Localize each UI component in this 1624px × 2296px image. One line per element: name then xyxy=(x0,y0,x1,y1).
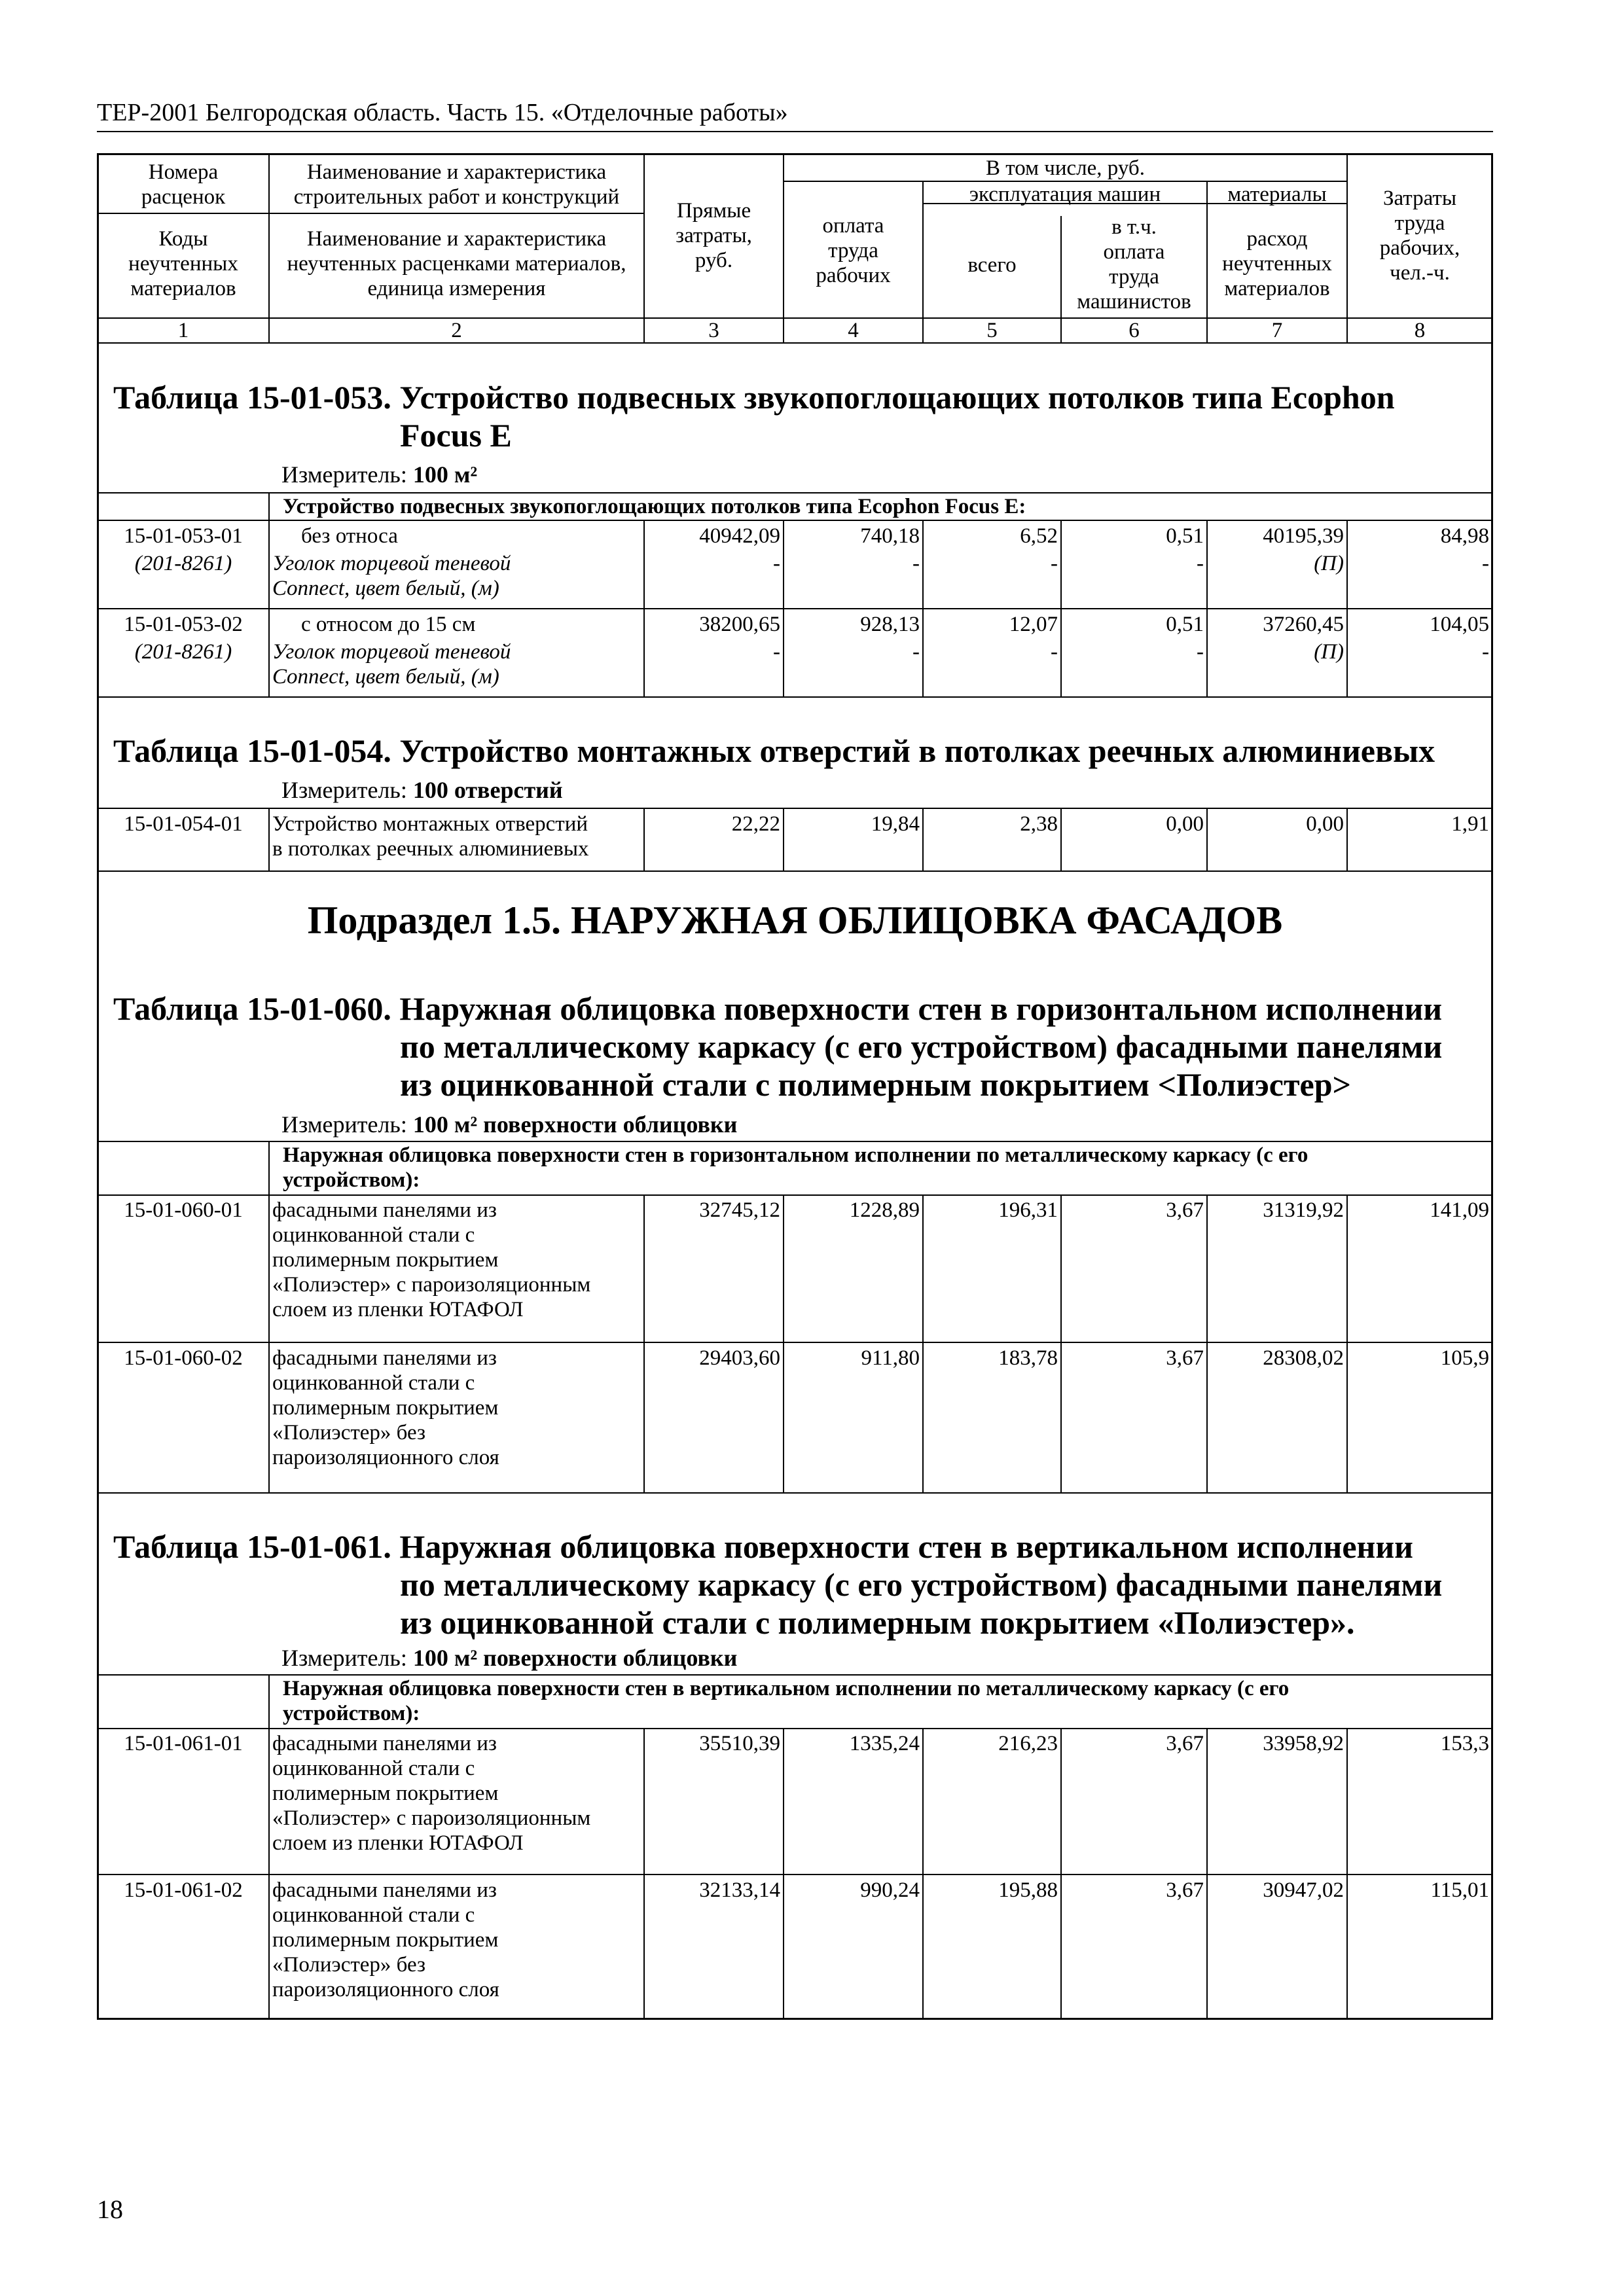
machinist-pay: 0,51 xyxy=(1166,524,1204,548)
dash: - xyxy=(1051,640,1058,664)
machine-total: 183,78 xyxy=(998,1346,1058,1370)
measure-label: Измеритель: xyxy=(281,777,407,803)
col-header-rate-number: Номера расценок xyxy=(141,160,226,209)
col-header-including: В том числе, руб. xyxy=(986,156,1145,180)
rate-code: 15-01-060-01 xyxy=(124,1198,243,1222)
col-header-materials: материалы xyxy=(1227,183,1327,206)
document-header-title: ТЕР-2001 Белгородская область. Часть 15. «Отделочные работы» xyxy=(97,99,788,126)
dash: - xyxy=(1197,640,1204,664)
row-divider xyxy=(97,696,1493,698)
table-053-title-line2: Focus E xyxy=(400,417,512,454)
direct-costs: 22,22 xyxy=(731,812,780,836)
rate-code: 15-01-060-02 xyxy=(124,1346,243,1370)
measure-value: 100 м² xyxy=(412,461,478,488)
table-053-title xyxy=(113,378,1481,454)
col-header-material-codes: Коды неучтенных материалов xyxy=(128,227,238,300)
col-divider xyxy=(643,1194,645,1492)
machine-total: 6,52 xyxy=(1020,524,1058,548)
col-number: 6 xyxy=(1128,319,1140,342)
col-divider xyxy=(1060,1194,1062,1492)
materials: 30947,02 xyxy=(1263,1878,1344,1902)
rate-name: фасадными панелями из оцинкованной стали с полимерным покрытием «Полиэстер» с пароизоляционным слоем из пленки ЮТАФОЛ xyxy=(272,1732,591,1855)
table-061-title xyxy=(113,1528,1488,1641)
row-divider xyxy=(97,1874,1493,1875)
col-header-machine-total: всего xyxy=(967,253,1017,277)
dash: - xyxy=(912,640,920,664)
row-divider xyxy=(97,492,1493,493)
col-divider xyxy=(1346,1194,1348,1492)
material-code: (201-8261) xyxy=(134,640,232,664)
col-number: 2 xyxy=(451,319,462,342)
dash: - xyxy=(773,552,780,575)
machine-total: 12,07 xyxy=(1009,613,1058,636)
materials: 31319,92 xyxy=(1263,1198,1344,1222)
col-header-labor-costs: Затраты труда рабочих, чел.-ч. xyxy=(1379,187,1460,285)
col-divider xyxy=(268,492,270,520)
material-name: Уголок торцевой теневой Connect, цвет белый, (м) xyxy=(272,640,511,689)
labor-costs: 141,09 xyxy=(1430,1198,1489,1222)
machine-total: 2,38 xyxy=(1020,812,1058,836)
table-061-group-heading: Наружная облицовка поверхности стен в вертикальном исполнении по металлическому каркасу (с его устройством): xyxy=(283,1677,1290,1725)
col-header-machinist-pay: в т.ч. оплата труда машинистов xyxy=(1077,215,1191,314)
col-number: 4 xyxy=(848,319,859,342)
materials: 37260,45 xyxy=(1263,613,1344,636)
project-mark: (П) xyxy=(1314,640,1344,664)
labor-costs: 105,9 xyxy=(1440,1346,1489,1370)
machine-total: 195,88 xyxy=(998,1878,1058,1902)
col-divider xyxy=(268,1674,270,1728)
table-060-title-line1: Таблица 15-01-060. Наружная облицовка поверхности стен в горизонтальном исполнении xyxy=(113,990,1443,1027)
material-name: Уголок торцевой теневой Connect, цвет белый, (м) xyxy=(272,552,511,600)
machine-total: 196,31 xyxy=(998,1198,1058,1222)
machine-total: 216,23 xyxy=(998,1732,1058,1755)
row-divider xyxy=(97,1141,1493,1142)
col-number: 8 xyxy=(1414,319,1426,342)
worker-pay: 1228,89 xyxy=(849,1198,920,1222)
col-header-machine-operation: эксплуатация машин xyxy=(969,183,1161,206)
table-053-title-line1: Таблица 15-01-053. Устройство подвесных звукопоглощающих потолков типа Ecophon xyxy=(113,379,1395,416)
rate-code: 15-01-054-01 xyxy=(124,812,243,836)
rate-name: фасадными панелями из оцинкованной стали с полимерным покрытием «Полиэстер» с пароизоляционным слоем из пленки ЮТАФОЛ xyxy=(272,1198,591,1321)
worker-pay: 990,24 xyxy=(860,1878,920,1902)
col-divider xyxy=(922,1194,924,1492)
rate-code: 15-01-053-01 xyxy=(124,524,243,548)
rate-name: без относа xyxy=(301,524,398,548)
col-header-material-name: Наименование и характеристика неучтенных расценками материалов, единица измерения xyxy=(287,227,626,300)
worker-pay: 928,13 xyxy=(860,613,920,636)
row-divider xyxy=(97,1674,1493,1676)
worker-pay: 740,18 xyxy=(860,524,920,548)
dash: - xyxy=(1482,640,1489,664)
dash: - xyxy=(1051,552,1058,575)
col-number: 7 xyxy=(1271,319,1283,342)
rate-name: Устройство монтажных отверстий в потолках реечных алюминиевых xyxy=(272,812,589,861)
table-054-measure xyxy=(281,776,563,804)
row-divider xyxy=(97,870,1493,872)
direct-costs: 40942,09 xyxy=(699,524,780,548)
col-header-unaccounted-materials: расход неучтенных материалов xyxy=(1222,227,1332,300)
direct-costs: 29403,60 xyxy=(699,1346,780,1370)
measure-value: 100 м² поверхности облицовки xyxy=(412,1645,738,1671)
table-060-measure xyxy=(281,1111,737,1138)
worker-pay: 1335,24 xyxy=(849,1732,920,1755)
row-divider xyxy=(97,1194,1493,1196)
material-code: (201-8261) xyxy=(134,552,232,575)
col-number: 1 xyxy=(177,319,189,342)
worker-pay: 19,84 xyxy=(871,812,920,836)
col-divider xyxy=(783,1194,784,1492)
table-053-measure xyxy=(281,461,477,488)
page-number: 18 xyxy=(97,2195,123,2224)
table-054-title xyxy=(113,732,1488,770)
header-rule xyxy=(97,131,1493,132)
machinist-pay: 3,67 xyxy=(1166,1732,1204,1755)
row-divider xyxy=(97,520,1493,521)
rate-name: с относом до 15 см xyxy=(301,613,476,636)
row-divider xyxy=(97,1342,1493,1343)
direct-costs: 32133,14 xyxy=(699,1878,780,1902)
dash: - xyxy=(1482,552,1489,575)
table-060-title xyxy=(113,990,1488,1103)
machinist-pay: 3,67 xyxy=(1166,1198,1204,1222)
subsection-heading: Подраздел 1.5. НАРУЖНАЯ ОБЛИЦОВКА ФАСАДОВ xyxy=(307,899,1283,942)
machinist-pay: 0,51 xyxy=(1166,613,1204,636)
measure-value: 100 м² поверхности облицовки xyxy=(412,1111,738,1138)
col-header-work-name: Наименование и характеристика строительных работ и конструкций xyxy=(293,160,620,209)
materials: 0,00 xyxy=(1306,812,1344,836)
col-divider xyxy=(268,1194,270,1492)
rate-code: 15-01-053-02 xyxy=(124,613,243,636)
labor-costs: 104,05 xyxy=(1430,613,1489,636)
row-divider xyxy=(97,808,1493,809)
dash: - xyxy=(912,552,920,575)
measure-label: Измеритель: xyxy=(281,461,407,488)
table-060-title-line3: из оцинкованной стали с полимерным покрытием <Полиэстер> xyxy=(400,1066,1352,1103)
direct-costs: 38200,65 xyxy=(699,613,780,636)
measure-value: 100 отверстий xyxy=(412,777,563,803)
labor-costs: 84,98 xyxy=(1440,524,1489,548)
measure-label: Измеритель: xyxy=(281,1645,407,1671)
worker-pay: 911,80 xyxy=(861,1346,920,1370)
labor-costs: 1,91 xyxy=(1451,812,1489,836)
measure-label: Измеритель: xyxy=(281,1111,407,1138)
table-061-title-line1: Таблица 15-01-061. Наружная облицовка поверхности стен в вертикальном исполнении xyxy=(113,1528,1413,1565)
machinist-pay: 3,67 xyxy=(1166,1878,1204,1902)
table-060-title-line2: по металлическому каркасу (с его устройством) фасадными панелями xyxy=(400,1028,1443,1065)
materials: 33958,92 xyxy=(1263,1732,1344,1755)
col-number: 3 xyxy=(708,319,719,342)
table-061-title-line3: из оцинкованной стали с полимерным покрытием «Полиэстер». xyxy=(400,1604,1355,1641)
rate-code: 15-01-061-01 xyxy=(124,1732,243,1755)
dash: - xyxy=(773,640,780,664)
rate-code: 15-01-061-02 xyxy=(124,1878,243,1902)
direct-costs: 32745,12 xyxy=(699,1198,780,1222)
materials: 40195,39 xyxy=(1263,524,1344,548)
table-061-measure xyxy=(281,1644,737,1672)
machinist-pay: 0,00 xyxy=(1166,812,1204,836)
materials: 28308,02 xyxy=(1263,1346,1344,1370)
col-header-worker-pay: оплата труда рабочих xyxy=(816,214,891,287)
col-number: 5 xyxy=(986,319,998,342)
row-divider xyxy=(97,608,1493,609)
row-divider xyxy=(97,1492,1493,1494)
table-053-group-heading: Устройство подвесных звукопоглощающих потолков типа Ecophon Focus E: xyxy=(283,495,1026,518)
col-header-direct-costs: Прямые затраты, руб. xyxy=(676,199,752,272)
table-054-title-line1: Таблица 15-01-054. Устройство монтажных отверстий в потолках реечных алюминиевых xyxy=(113,732,1435,769)
project-mark: (П) xyxy=(1314,552,1344,575)
labor-costs: 153,3 xyxy=(1440,1732,1489,1755)
rate-name: фасадными панелями из оцинкованной стали с полимерным покрытием «Полиэстер» без пароизоляционного слоя xyxy=(272,1878,499,2001)
row-divider xyxy=(97,1728,1493,1729)
machinist-pay: 3,67 xyxy=(1166,1346,1204,1370)
col-divider xyxy=(1206,1194,1208,1492)
direct-costs: 35510,39 xyxy=(699,1732,780,1755)
col-divider xyxy=(268,808,270,870)
table-061-title-line2: по металлическому каркасу (с его устройством) фасадными панелями xyxy=(400,1566,1443,1603)
row-divider xyxy=(97,213,643,214)
labor-costs: 115,01 xyxy=(1430,1878,1489,1902)
col-divider xyxy=(268,1141,270,1194)
table-060-group-heading: Наружная облицовка поверхности стен в горизонтальном исполнении по металлическому каркасу (с его устройством): xyxy=(283,1143,1308,1192)
dash: - xyxy=(1197,552,1204,575)
rate-name: фасадными панелями из оцинкованной стали с полимерным покрытием «Полиэстер» без пароизоляционного слоя xyxy=(272,1346,499,1469)
